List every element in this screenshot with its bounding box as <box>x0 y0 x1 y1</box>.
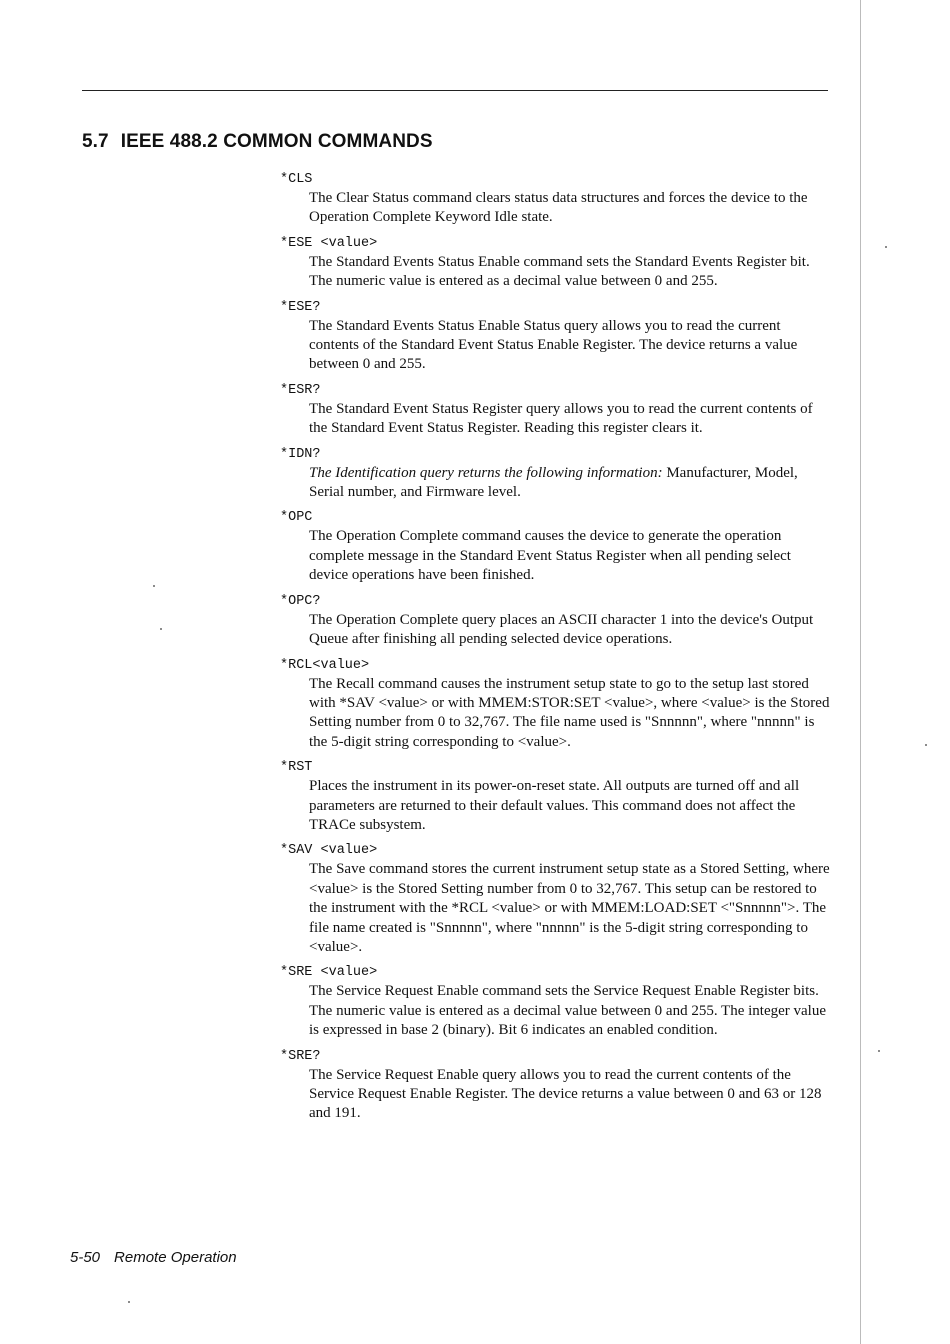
command-entry-opc <box>280 508 840 585</box>
command-entry-esr-query <box>280 381 840 439</box>
command-entry-ese-query <box>280 298 840 375</box>
command-name: *ESE? <box>280 299 321 315</box>
command-description: Places the instrument in its power-on-reset state. All outputs are turned off and all parameters are returned to their default values. This command does not affect the TRACe subsystem. <box>309 778 800 833</box>
command-name: *CLS <box>280 172 313 187</box>
command-list <box>280 170 840 1130</box>
command-name: *RCL<value> <box>280 657 370 673</box>
scan-speck <box>885 246 887 248</box>
command-name: *ESR? <box>280 382 321 398</box>
command-description: The Recall command causes the instrument setup state to go to the setup last stored with *SAV <value> or with MMEM:STOR:SET <value>, where <value> is the Stored Setting number from 0 to 32,767. The file name used is "Snnnnn", where "nnnnn" is the 5-digit string corresponding to <value>. <box>309 675 830 750</box>
command-entry-sre-query <box>280 1047 840 1124</box>
scan-speck <box>128 1301 130 1303</box>
header-rule <box>82 90 828 91</box>
command-entry-sav <box>280 841 840 957</box>
section-title <box>82 131 433 153</box>
section-number: 5.7 <box>82 131 109 152</box>
command-entry-rst <box>280 758 840 835</box>
command-description: The Service Request Enable command sets the Service Request Enable Register bits. The numeric value is entered as a decimal value between 0 and 255. The integer value is expressed in base 2 (binary). Bit 6 indicates an enabled condition. <box>309 983 827 1039</box>
command-entry-ese <box>280 234 840 292</box>
command-name: *OPC <box>280 510 313 526</box>
command-name: *OPC? <box>280 593 321 609</box>
command-description: The Standard Events Status Enable command sets the Standard Events Register bit. The numeric value is entered as a decimal value between 0 and 255. <box>309 253 810 290</box>
command-description: The Clear Status command clears status data structures and forces the device to the Operation Complete Keyword Idle state. <box>309 190 808 226</box>
command-entry-opc-query <box>280 592 840 650</box>
command-description: The Service Request Enable query allows you to read the current contents of the Service Request Enable Register. The device returns a value between 0 and 63 or 128 and 191. <box>309 1066 822 1122</box>
command-name: *ESE <value> <box>280 235 378 251</box>
command-description-italic: The Identification query returns the following information: <box>309 464 663 481</box>
page-footer <box>70 1249 237 1266</box>
command-name: *SAV <value> <box>280 843 378 859</box>
command-entry-rcl <box>280 656 840 753</box>
section-title-text: IEEE 488.2 COMMON COMMANDS <box>120 131 433 152</box>
chapter-name: Remote Operation <box>114 1249 237 1266</box>
scan-speck <box>925 744 927 746</box>
page-binding-edge <box>860 0 861 1344</box>
command-description: The Standard Events Status Enable Status query allows you to read the current contents of the Standard Event Status Enable Register. The device returns a value between 0 and 255. <box>309 317 798 373</box>
command-description: The Operation Complete command causes the device to generate the operation complete message in the Standard Event Status Register when all pending select device operations have been finished. <box>309 528 791 584</box>
command-description: The Save command stores the current instrument setup state as a Stored Setting, where <value> is the Stored Setting number from 0 to 32,767. This setup can be restored to the instrument with the *RCL <value> or with MMEM:LOAD:SET <"Snnnnn">. The file name created is "Snnnnn", where "nnnnn" is the 5-digit string corresponding to <value>. <box>309 861 830 955</box>
command-description <box>309 464 833 503</box>
command-description: The Operation Complete query places an ASCII character 1 into the device's Output Queue after finishing all pending selected device operations. <box>309 611 814 648</box>
command-entry-idn-query <box>280 445 840 503</box>
command-name: *RST <box>280 760 313 776</box>
command-description-rest: Manufacturer, Model, Serial number, and Firmware level. <box>309 464 798 501</box>
scan-speck <box>878 1050 880 1052</box>
page-number: 5-50 <box>70 1249 101 1266</box>
command-name: *IDN? <box>280 446 321 462</box>
scan-speck <box>153 585 155 587</box>
command-description: The Standard Event Status Register query allows you to read the current contents of the Standard Event Status Register. Reading this register clears it. <box>309 400 813 437</box>
command-name: *SRE <value> <box>280 965 378 981</box>
command-entry-sre <box>280 963 840 1040</box>
scan-speck <box>160 628 162 630</box>
command-entry-cls <box>280 170 840 228</box>
command-name: *SRE? <box>280 1048 321 1064</box>
